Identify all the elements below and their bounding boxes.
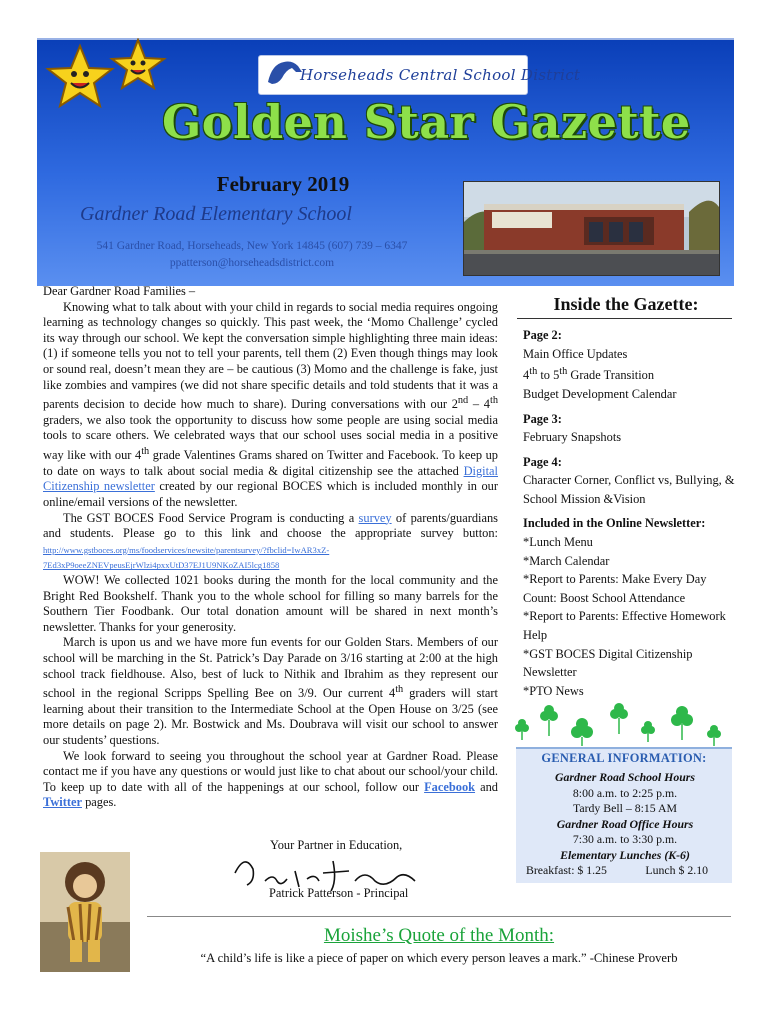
info-heading: Gardner Road School Hours: [555, 770, 695, 784]
text-run: We look forward to seeing you throughout the school year at Gardner Road. Please contact me if you have any questions or would just like to chat about our school/your child. To keep up to date with all of the happenings at our school, follow our: [43, 748, 498, 794]
list-item: *GST BOCES Digital Citizenship Newsletter: [523, 646, 693, 680]
info-heading: Elementary Lunches (K-6): [560, 847, 690, 862]
district-name: Horseheads Central School District: [300, 66, 581, 84]
sidebar-title: Inside the Gazette:: [553, 294, 699, 314]
stars-illustration: [40, 38, 170, 128]
letter-closing: Your Partner in Education,: [270, 838, 403, 852]
letter-greeting: Dear Gardner Road Families –: [43, 284, 196, 298]
shamrock-icon: [540, 705, 558, 721]
twitter-link[interactable]: Twitter: [43, 795, 82, 810]
general-info: [520, 770, 730, 879]
shamrock-icon: [707, 725, 721, 738]
survey-url-link[interactable]: http://www.gstboces.org/ms/foodservices/newsite/parentsurvey/?fbclid=IwAR3xZ-7Ed3xP9oeeZNEVpeusEjrWlzi4pxxUtD37EJ1U9NKoZAI5lcg1858: [43, 544, 330, 571]
list-item: Main Office Updates: [523, 346, 628, 361]
letter-paragraph: WOW! We collected 1021 books during the month for the local community and the Bright Red Bookshelf. Thank you to the whole school for filling so many barrels for the Southern Tier Foodbank. Our total donation amount will be shared in next month’s newsletter. Thanks for your generosity.: [43, 572, 498, 634]
letter-paragraph: [43, 635, 498, 748]
issue-date: February 2019: [216, 172, 350, 196]
info-value: Tardy Bell – 8:15 AM: [572, 801, 678, 815]
quote-title: Moishe’s Quote of the Month:: [323, 925, 555, 946]
list-item: *Lunch Menu: [523, 535, 593, 550]
text-run: Knowing what to talk about with your child in regards to social media requires ongoing learning as technology changes so quickly. This past week, the ‘Momo Challenge’ cycled its way through our school. We kept the conversation simple highlighting three main ideas: (1) if someone tells you not to tell your parents, tell them (2) Even though things may look or sound real, doesn’t mean they are – be cautious (3) Momo and the challenge is fake, just like zombies and vampires (we did not share specific details and told students that it was a parents decision to decide how much to share). During conversations with our 2: [43, 299, 498, 412]
section-heading: Included in the Online Newsletter:: [523, 516, 706, 531]
list-item: *March Calendar: [523, 553, 610, 568]
text-run: grade Valentines Grams shared on Twitter and Facebook. To keep up to date on ways to talk about social media & digital citizenship see the attached: [43, 448, 498, 478]
lunch-price: Lunch $ 2.10: [645, 863, 708, 877]
star-icon: [48, 46, 112, 106]
text-run: of parents/guardians and students. Please go to this link and choose the appropriate survey button:: [43, 510, 498, 541]
superscript: th: [529, 366, 538, 378]
facebook-link[interactable]: Facebook: [424, 779, 476, 794]
breakfast-price: Breakfast: $ 1.25: [526, 863, 607, 877]
text-run: The GST BOCES Food Service Program is conducting a: [63, 510, 359, 525]
principal-letter: [43, 284, 498, 811]
letter-paragraph: [43, 300, 498, 511]
list-item: Budget Development Calendar: [523, 386, 677, 401]
text-run: Grade Transition: [567, 368, 655, 383]
section-heading: Page 4:: [523, 454, 562, 469]
letter-paragraph: [43, 749, 498, 811]
text-run: graders will start learning about their transition to the Intermediate School at the Open House on 3/25 (see more details on page 2). Mr. Bostwick and Ms. Doubrava will visit our school to answer our students’ questions.: [43, 686, 498, 747]
list-item: February Snapshots: [523, 430, 622, 445]
info-title: GENERAL INFORMATION:: [541, 751, 707, 765]
text-run: to 5: [537, 368, 560, 383]
text-run: March is upon us and we have more fun events for our Golden Stars. Members of our school will be marching in the St. Patrick’s Day Parade on 3/16 starting at 2:00 at the high school track fieldhouse. Also, best of luck to Nithik and Ibrahim as they represent our school in the regional Scripps Spelling Bee on 3/9. Our current 4: [43, 635, 498, 701]
list-item: Character Corner, Conflict vs, Bullying, & School Mission &Vision: [523, 473, 735, 506]
text-run: graders, we also took the opportunity to discuss how some people are using social media tools to scare others. We celebrated ways that our school uses social media in a positive way like with our 4: [43, 412, 498, 463]
school-name: Gardner Road Elementary School: [80, 203, 352, 225]
meal-prices: [520, 863, 730, 879]
section-heading: Page 2:: [523, 328, 562, 342]
text-run: created by our regional BOCES which is included monthly in our online/email versions of the newsletter.: [43, 479, 498, 509]
info-value: 8:00 a.m. to 2:25 p.m.: [572, 785, 678, 800]
text-run: – 4: [468, 397, 490, 412]
list-item: *PTO News: [523, 683, 584, 698]
list-item: [523, 363, 738, 385]
divider: [517, 318, 732, 319]
star-icon: [112, 40, 164, 88]
shamrock-icon: [571, 718, 593, 738]
superscript: th: [489, 395, 498, 407]
superscript: nd: [457, 395, 469, 407]
info-heading: Gardner Road Office Hours: [556, 816, 694, 831]
shamrock-icon: [610, 703, 628, 719]
list-item: *Report to Parents: Effective Homework Help: [523, 609, 726, 643]
shamrock-decoration: [505, 700, 735, 748]
info-value: 7:30 a.m. to 3:30 p.m.: [572, 832, 678, 846]
superscript: th: [141, 446, 150, 458]
letter-paragraph: [43, 511, 498, 573]
shamrock-icon: [671, 706, 693, 726]
text-run: and: [475, 779, 498, 794]
shamrock-icon: [641, 721, 655, 734]
school-address: 541 Gardner Road, Horseheads, New York 14845 (607) 739 – 6347: [96, 240, 408, 252]
school-building-photo: [463, 181, 720, 276]
newsletter-title: Golden Star Gazette: [162, 95, 691, 149]
list-item: *Report to Parents: Make Every Day Count: Boost School Attendance: [523, 572, 707, 605]
section-heading: Page 3:: [523, 411, 562, 426]
inside-gazette-sidebar: [523, 326, 738, 700]
digital-citizenship-link[interactable]: Digital Citizenship newsletter: [43, 463, 498, 494]
principal-name: Patrick Patterson - Principal: [269, 886, 409, 900]
text-run: pages.: [82, 795, 117, 810]
shamrock-icon: [515, 719, 529, 732]
text-run: 4: [523, 368, 530, 383]
superscript: th: [559, 366, 568, 378]
survey-link[interactable]: survey: [358, 510, 392, 525]
superscript: th: [395, 684, 404, 696]
wild-thing-illustration: [40, 852, 130, 972]
principal-email[interactable]: ppatterson@horseheadsdistrict.com: [169, 257, 335, 269]
quote-text: “A child’s life is like a piece of paper on which every person leaves a mark.” -Chinese Proverb: [200, 951, 678, 965]
